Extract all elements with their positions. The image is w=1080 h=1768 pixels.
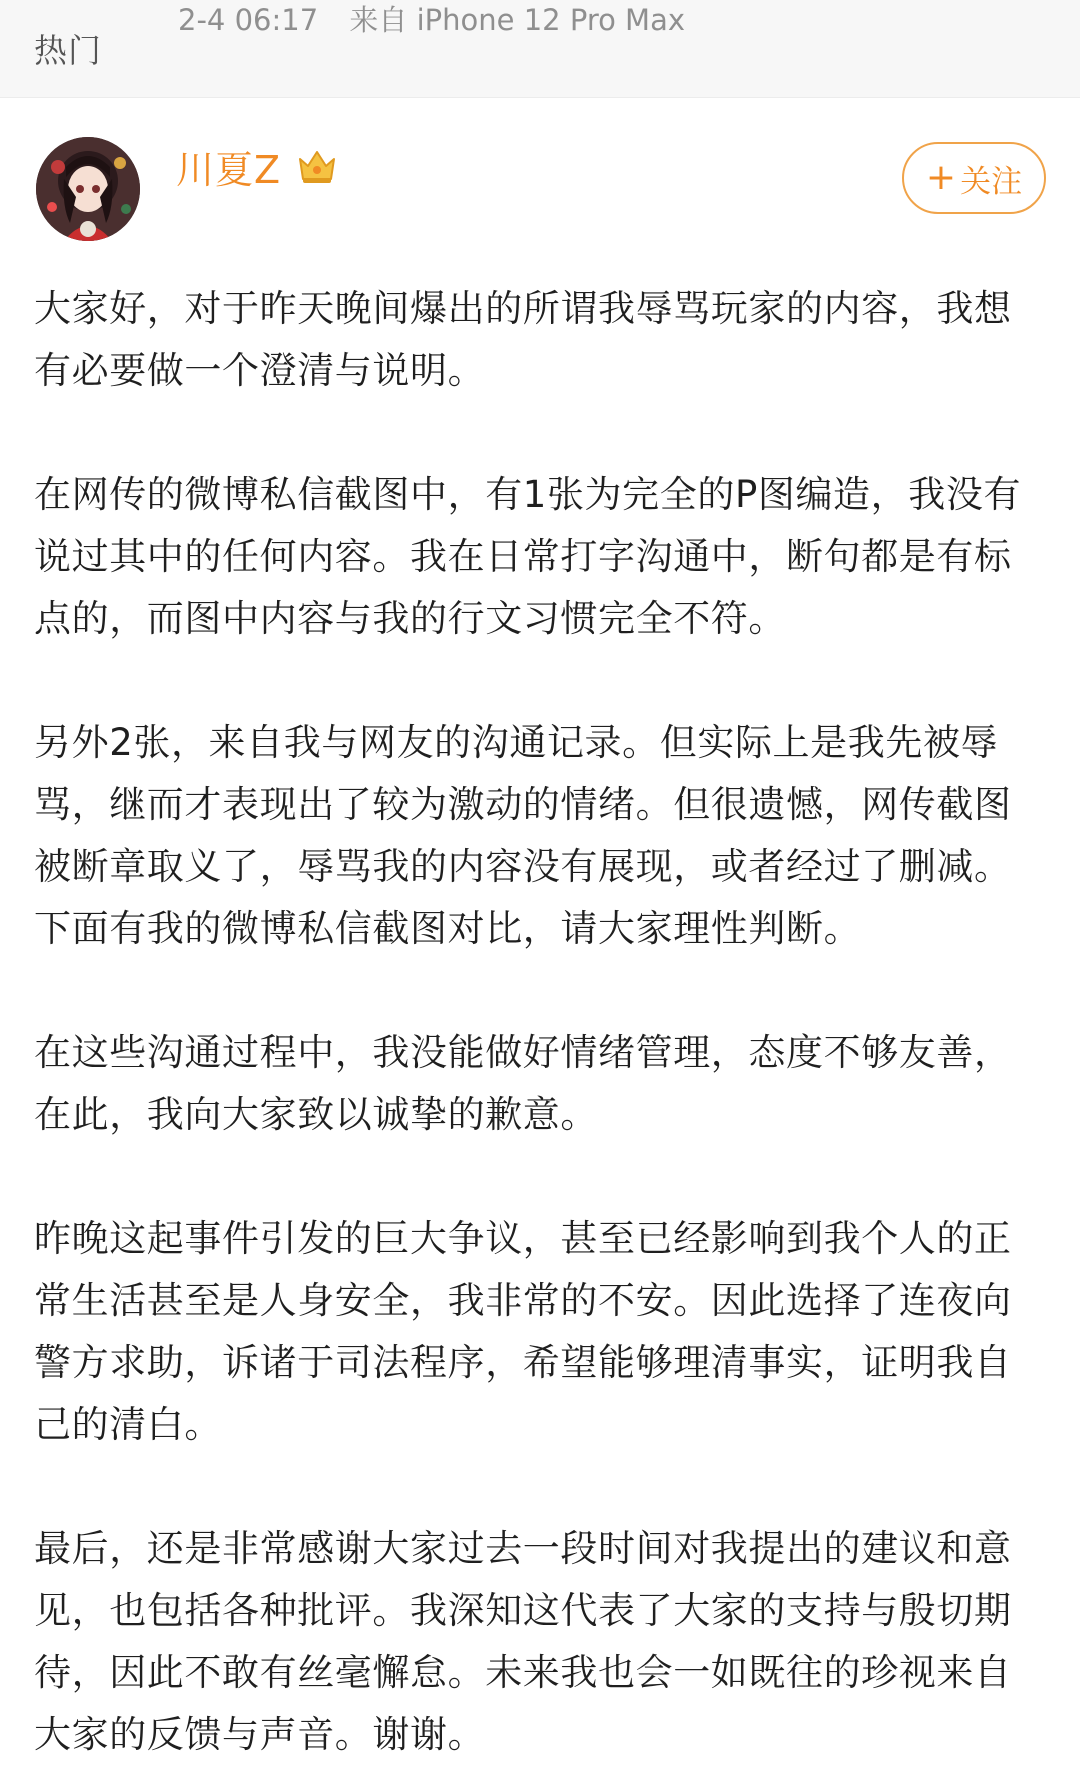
username-row (176, 140, 339, 192)
post-paragraph: 大家好，对于昨天晚间爆出的所谓我辱骂玩家的内容，我想有必要做一个澄清与说明。 (34, 287, 1012, 392)
follow-label: 关注 (960, 163, 1023, 200)
page-title: 热门 (34, 31, 102, 70)
post-source: 来自 iPhone 12 Pro Max (349, 3, 686, 37)
plus-icon: + (925, 157, 957, 198)
post-paragraph: 另外2张，来自我与网友的沟通记录。但实际上是我先被辱骂，继而才表现出了较为激动的情绪。但很遗憾，网传截图被断章取义了，辱骂我的内容没有展现，或者经过了删减。下面有我的微博私信截图对比，请大家理性判断。 (34, 721, 1012, 950)
post-paragraph: 昨晚这起事件引发的巨大争议，甚至已经影响到我个人的正常生活甚至是人身安全，我非常的不安。因此选择了连夜向警方求助，诉诸于司法程序，希望能够理清事实，证明我自己的清白。 (34, 1217, 1012, 1446)
post-timestamp: 2-4 06:17 (178, 3, 319, 37)
follow-button[interactable] (902, 142, 1046, 214)
post-meta (178, 0, 685, 39)
avatar-illustration-icon (36, 137, 140, 241)
post-paragraph: 在网传的微博私信截图中，有1张为完全的P图编造，我没有说过其中的任何内容。我在日常打字沟通中，断句都是有标点的，而图中内容与我的行文习惯完全不符。 (34, 473, 1022, 640)
post-paragraph: 最后，还是非常感谢大家过去一段时间对我提出的建议和意见，也包括各种批评。我深知这代表了大家的支持与殷切期待，因此不敢有丝毫懈怠。未来我也会一如既往的珍视来自大家的反馈与声音。谢谢。 (34, 1527, 1012, 1756)
post-content (34, 278, 1046, 1766)
crown-icon (295, 144, 339, 188)
avatar[interactable] (36, 137, 140, 241)
post-paragraph: 在这些沟通过程中，我没能做好情绪管理，态度不够友善，在此，我向大家致以诚挚的歉意。 (34, 1031, 1012, 1136)
username[interactable]: 川夏Z (176, 147, 282, 192)
